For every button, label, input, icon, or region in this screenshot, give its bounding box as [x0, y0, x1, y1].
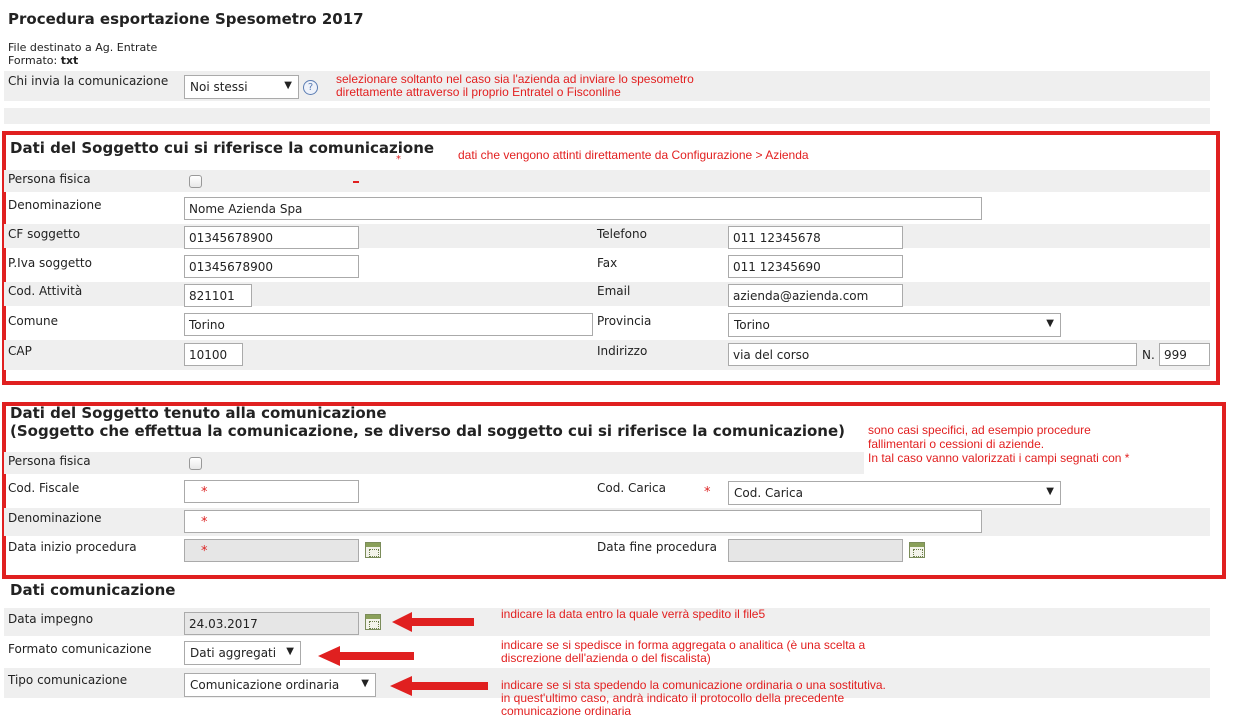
note-formato-1: indicare se si spedisce in forma aggregata o analitica (è una scelta a	[501, 638, 866, 652]
data-impegno-label: Data impegno	[8, 612, 94, 626]
piva-label: P.Iva soggetto	[8, 256, 92, 270]
comune-input[interactable]: Torino	[184, 313, 593, 336]
formato-comunicazione-label: Formato comunicazione	[8, 642, 152, 656]
note-chi-invia-2: direttamente attraverso il proprio Entratel o Fisconline	[336, 85, 621, 99]
email-input[interactable]: azienda@azienda.com	[728, 284, 903, 307]
note-section2-3: In tal caso vanno valorizzati i campi segnati con *	[868, 451, 1130, 465]
persona-fisica-checkbox-2[interactable]	[189, 457, 202, 470]
telefono-input[interactable]: 011 12345678	[728, 226, 903, 249]
section1-title: Dati del Soggetto cui si riferisce la comunicazione	[10, 139, 435, 157]
provincia-label: Provincia	[597, 314, 652, 328]
red-arrow-left-icon	[390, 676, 488, 696]
piva-input[interactable]: 01345678900	[184, 255, 359, 278]
provincia-value: Torino	[734, 318, 770, 332]
cf-label: CF soggetto	[8, 227, 81, 241]
data-inizio-input[interactable]	[184, 539, 359, 562]
persona-fisica-checkbox-1[interactable]	[189, 175, 202, 188]
required-star: *	[201, 485, 208, 500]
note-chi-invia-1: selezionare soltanto nel caso sia l'azienda ad inviare lo spesometro	[336, 72, 694, 86]
note-section1: dati che vengono attinti direttamente da Configurazione > Azienda	[458, 148, 809, 162]
red-arrow-left-icon	[318, 646, 414, 666]
comune-label: Comune	[8, 314, 59, 328]
chi-invia-select[interactable]	[184, 75, 299, 99]
format-value: txt	[60, 54, 79, 67]
attivita-label: Cod. Attività	[8, 284, 83, 298]
numero-label: N.	[1142, 348, 1155, 362]
red-arrow-left-icon	[392, 612, 474, 632]
data-impegno-input[interactable]: 24.03.2017	[184, 612, 359, 635]
indirizzo-label: Indirizzo	[597, 344, 648, 358]
format-label: Formato:	[8, 54, 58, 67]
chi-invia-label: Chi invia la comunicazione	[8, 74, 169, 88]
help-icon[interactable]: ?	[303, 80, 318, 95]
cap-label: CAP	[8, 344, 32, 358]
formato-comunicazione-select[interactable]	[184, 641, 301, 665]
data-fine-input[interactable]	[728, 539, 903, 562]
spacer-row	[4, 108, 1210, 124]
email-label: Email	[597, 284, 631, 298]
cf-input[interactable]: 01345678900	[184, 226, 359, 249]
note-section2-2: fallimentari o cessioni di aziende.	[868, 437, 1045, 451]
section1-title-mark: *	[396, 154, 401, 165]
red-dash-mark	[353, 181, 359, 183]
note-data-impegno: indicare la data entro la quale verrà spedito il file5	[501, 607, 766, 621]
data-inizio-label: Data inizio procedura	[8, 540, 137, 554]
calendar-icon[interactable]	[365, 614, 381, 630]
cod-fiscale-label: Cod. Fiscale	[8, 481, 80, 495]
data-fine-label: Data fine procedura	[597, 540, 717, 554]
denominazione-input-1[interactable]: Nome Azienda Spa	[184, 197, 982, 220]
file-destination-text: File destinato a Ag. Entrate	[8, 41, 158, 54]
tipo-comunicazione-value: Comunicazione ordinaria	[190, 678, 340, 692]
row-persona-fisica-2	[4, 452, 864, 474]
persona-fisica-label-2: Persona fisica	[8, 454, 91, 468]
calendar-icon[interactable]	[909, 542, 925, 558]
chevron-down-icon: ▼	[361, 678, 369, 689]
note-tipo-3: comunicazione ordinaria	[501, 704, 632, 718]
formato-comunicazione-value: Dati aggregati	[190, 646, 277, 660]
numero-input[interactable]: 999	[1159, 343, 1210, 366]
format-line	[8, 54, 78, 67]
chevron-down-icon: ▼	[1046, 486, 1054, 497]
cod-carica-label: Cod. Carica	[597, 481, 666, 495]
cod-carica-select[interactable]	[728, 481, 1061, 505]
tipo-comunicazione-select[interactable]	[184, 673, 376, 697]
required-star: *	[201, 515, 208, 530]
section2-title-1: Dati del Soggetto tenuto alla comunicazione	[10, 404, 387, 422]
chevron-down-icon: ▼	[284, 80, 292, 91]
note-tipo-2: in quest'ultimo caso, andrà indicato il protocollo della precedente	[501, 691, 845, 705]
row-persona-fisica-1	[4, 170, 1210, 192]
fax-label: Fax	[597, 256, 618, 270]
cap-input[interactable]: 10100	[184, 343, 243, 366]
indirizzo-input[interactable]: via del corso	[728, 343, 1137, 366]
chevron-down-icon: ▼	[1046, 318, 1054, 329]
cod-fiscale-input[interactable]	[184, 480, 359, 503]
telefono-label: Telefono	[597, 227, 647, 241]
chevron-down-icon: ▼	[286, 646, 294, 657]
section3-title: Dati comunicazione	[10, 581, 176, 599]
denominazione-label-1: Denominazione	[8, 198, 102, 212]
note-tipo-1: indicare se si sta spedendo la comunicazione ordinaria o una sostitutiva.	[501, 678, 886, 692]
cod-carica-value: Cod. Carica	[734, 486, 803, 500]
provincia-select[interactable]	[728, 313, 1061, 337]
attivita-input[interactable]: 821101	[184, 284, 252, 307]
persona-fisica-label-1: Persona fisica	[8, 172, 91, 186]
required-star: *	[201, 544, 208, 559]
tipo-comunicazione-label: Tipo comunicazione	[8, 673, 128, 687]
calendar-icon[interactable]	[365, 542, 381, 558]
note-section2-1: sono casi specifici, ad esempio procedure	[868, 423, 1091, 437]
chi-invia-value: Noi stessi	[190, 80, 248, 94]
fax-input[interactable]: 011 12345690	[728, 255, 903, 278]
page-title: Procedura esportazione Spesometro 2017	[8, 10, 364, 28]
denominazione-label-2: Denominazione	[8, 511, 102, 525]
section2-title-2: (Soggetto che effettua la comunicazione, se diverso dal soggetto cui si riferisce la comunicazione)	[10, 422, 845, 440]
denominazione-input-2[interactable]	[184, 510, 982, 533]
required-star: *	[704, 485, 711, 500]
note-formato-2: discrezione dell'azienda o del fiscalista)	[501, 651, 711, 665]
